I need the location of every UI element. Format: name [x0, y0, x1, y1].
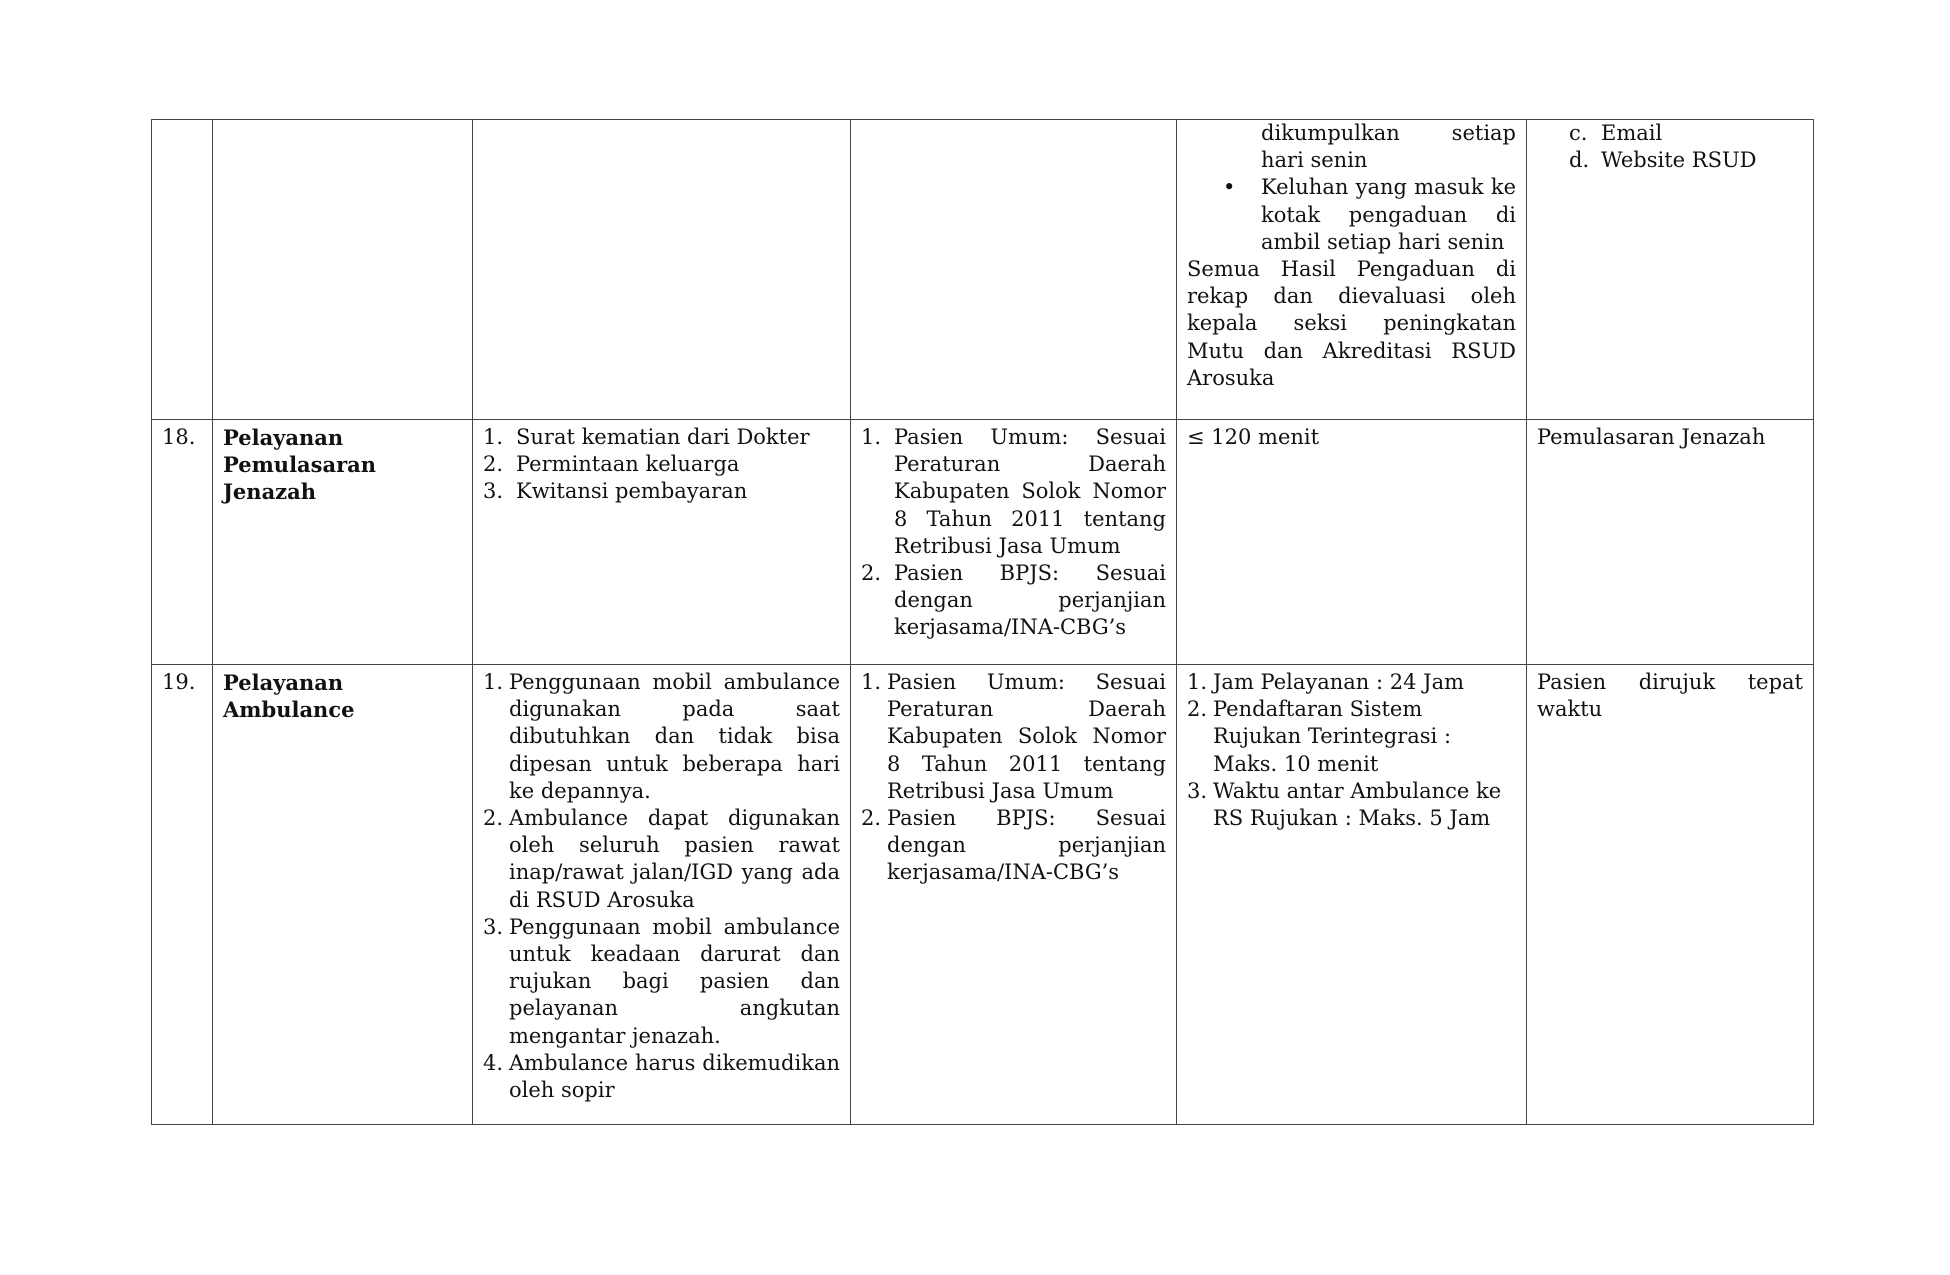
bullet-text: Keluhan yang masuk ke kotak pengaduan di ambil setiap hari senin: [1261, 175, 1516, 254]
list-text: Email: [1601, 121, 1663, 145]
cell-cost: [851, 120, 1177, 420]
list-item: [861, 424, 1166, 560]
list-text: Ambulance harus dikemudikan oleh sopir: [509, 1050, 840, 1103]
list-item: [1537, 147, 1803, 174]
list-number: 2.: [483, 806, 504, 831]
cell-cost: [851, 665, 1177, 1125]
cell-cost: [851, 420, 1177, 665]
list-number: 2.: [861, 561, 882, 586]
list-number: 1.: [483, 425, 504, 449]
list-text: Kwitansi pembayaran: [516, 479, 748, 504]
list-number: 3.: [483, 479, 504, 504]
table-row-17-continued: [152, 120, 1814, 420]
list-number: 2.: [861, 806, 882, 831]
list-text: Pendaftaran Sistem Rujukan Terintegrasi : Maks. 10 menit: [1213, 697, 1452, 776]
list-text: Pasien BPJS: Sesuai dengan perjanjian kerjasama/INA-CBG’s: [887, 806, 1166, 885]
bullet-icon: •: [1223, 175, 1236, 200]
table-row-18: [152, 420, 1814, 665]
cell-product: Pasien dirujuk tepat waktu: [1527, 665, 1814, 1125]
list-number: 1.: [483, 670, 504, 694]
list-text: Penggunaan mobil ambulance digunakan pada saat dibutuhkan dan tidak bisa dipesan untuk beberapa hari ke depannya.: [509, 670, 840, 803]
list-item: [483, 451, 840, 478]
table-row-19: [152, 665, 1814, 1125]
list-text: Pasien Umum: Sesuai Peraturan Daerah Kabupaten Solok Nomor 8 Tahun 2011 tentang Retribusi Jasa Umum: [894, 425, 1166, 558]
list-item: [483, 914, 840, 1050]
list-item: [483, 424, 840, 451]
list-marker: c.: [1569, 121, 1588, 145]
cell-time: ≤ 120 menit: [1177, 420, 1527, 665]
service-name: [213, 420, 473, 665]
service-standards-table: [151, 119, 1814, 1125]
list-number: 3.: [1187, 778, 1208, 803]
cell-no: [152, 120, 213, 420]
list-text: Penggunaan mobil ambulance untuk keadaan darurat dan rujukan bagi pasien dan pelayanan angkutan mengantar jenazah.: [509, 914, 840, 1048]
list-item: [483, 805, 840, 914]
list-item: [1537, 120, 1803, 147]
list-number: 1.: [861, 670, 882, 694]
complaint-summary: Semua Hasil Pengaduan di rekap dan dievaluasi oleh kepala seksi peningkatan Mutu dan Akreditasi RSUD Arosuka: [1187, 257, 1516, 390]
list-text: Surat kematian dari Dokter: [516, 425, 810, 449]
list-item: [861, 669, 1166, 805]
list-item: [1187, 778, 1516, 832]
list-number: 3.: [483, 914, 504, 939]
list-text: Jam Pelayanan : 24 Jam: [1213, 670, 1465, 694]
cell-product: Pemulasaran Jenazah: [1527, 420, 1814, 665]
list-number: 1.: [861, 425, 882, 449]
list-number: 1.: [1187, 670, 1208, 694]
list-item: [861, 560, 1166, 642]
list-item: [1187, 696, 1516, 778]
row-number: 18.: [152, 420, 213, 665]
list-item: [483, 669, 840, 805]
list-number: 2.: [1187, 697, 1208, 722]
complaint-schedule-text: dikumpulkan setiap hari senin: [1261, 121, 1516, 173]
list-item: [861, 805, 1166, 887]
cell-time: [1177, 665, 1527, 1125]
list-text: Ambulance dapat digunakan oleh seluruh pasien rawat inap/rawat jalan/IGD yang ada di RSUD Arosuka: [509, 806, 840, 912]
row-number: 19.: [152, 665, 213, 1125]
service-name-line: Pelayanan: [223, 670, 344, 695]
cell-requirements: [473, 120, 851, 420]
service-name-line: Pemulasaran: [223, 452, 377, 478]
list-item: [483, 478, 840, 505]
list-number: 4.: [483, 1050, 504, 1075]
cell-time: [1177, 120, 1527, 420]
cell-service: [213, 120, 473, 420]
list-item: [483, 1050, 840, 1104]
service-name-line: Jenazah: [223, 479, 316, 505]
service-name-line: Pelayanan: [223, 425, 344, 450]
list-marker: d.: [1569, 148, 1590, 173]
cell-requirements: [473, 420, 851, 665]
service-name: [213, 665, 473, 1125]
cell-product: [1527, 120, 1814, 420]
list-item: [1187, 669, 1516, 696]
list-text: Permintaan keluarga: [516, 452, 740, 477]
cell-requirements: [473, 665, 851, 1125]
complaint-bullet-item: [1187, 174, 1516, 256]
list-text: Waktu antar Ambulance ke RS Rujukan : Maks. 5 Jam: [1213, 778, 1502, 831]
list-text: Pasien BPJS: Sesuai dengan perjanjian kerjasama/INA-CBG’s: [894, 561, 1166, 640]
list-text: Pasien Umum: Sesuai Peraturan Daerah Kabupaten Solok Nomor 8 Tahun 2011 tentang Retribusi Jasa Umum: [887, 670, 1166, 803]
list-text: Website RSUD: [1601, 148, 1757, 173]
service-name-line: Ambulance: [223, 697, 355, 723]
list-number: 2.: [483, 452, 504, 477]
